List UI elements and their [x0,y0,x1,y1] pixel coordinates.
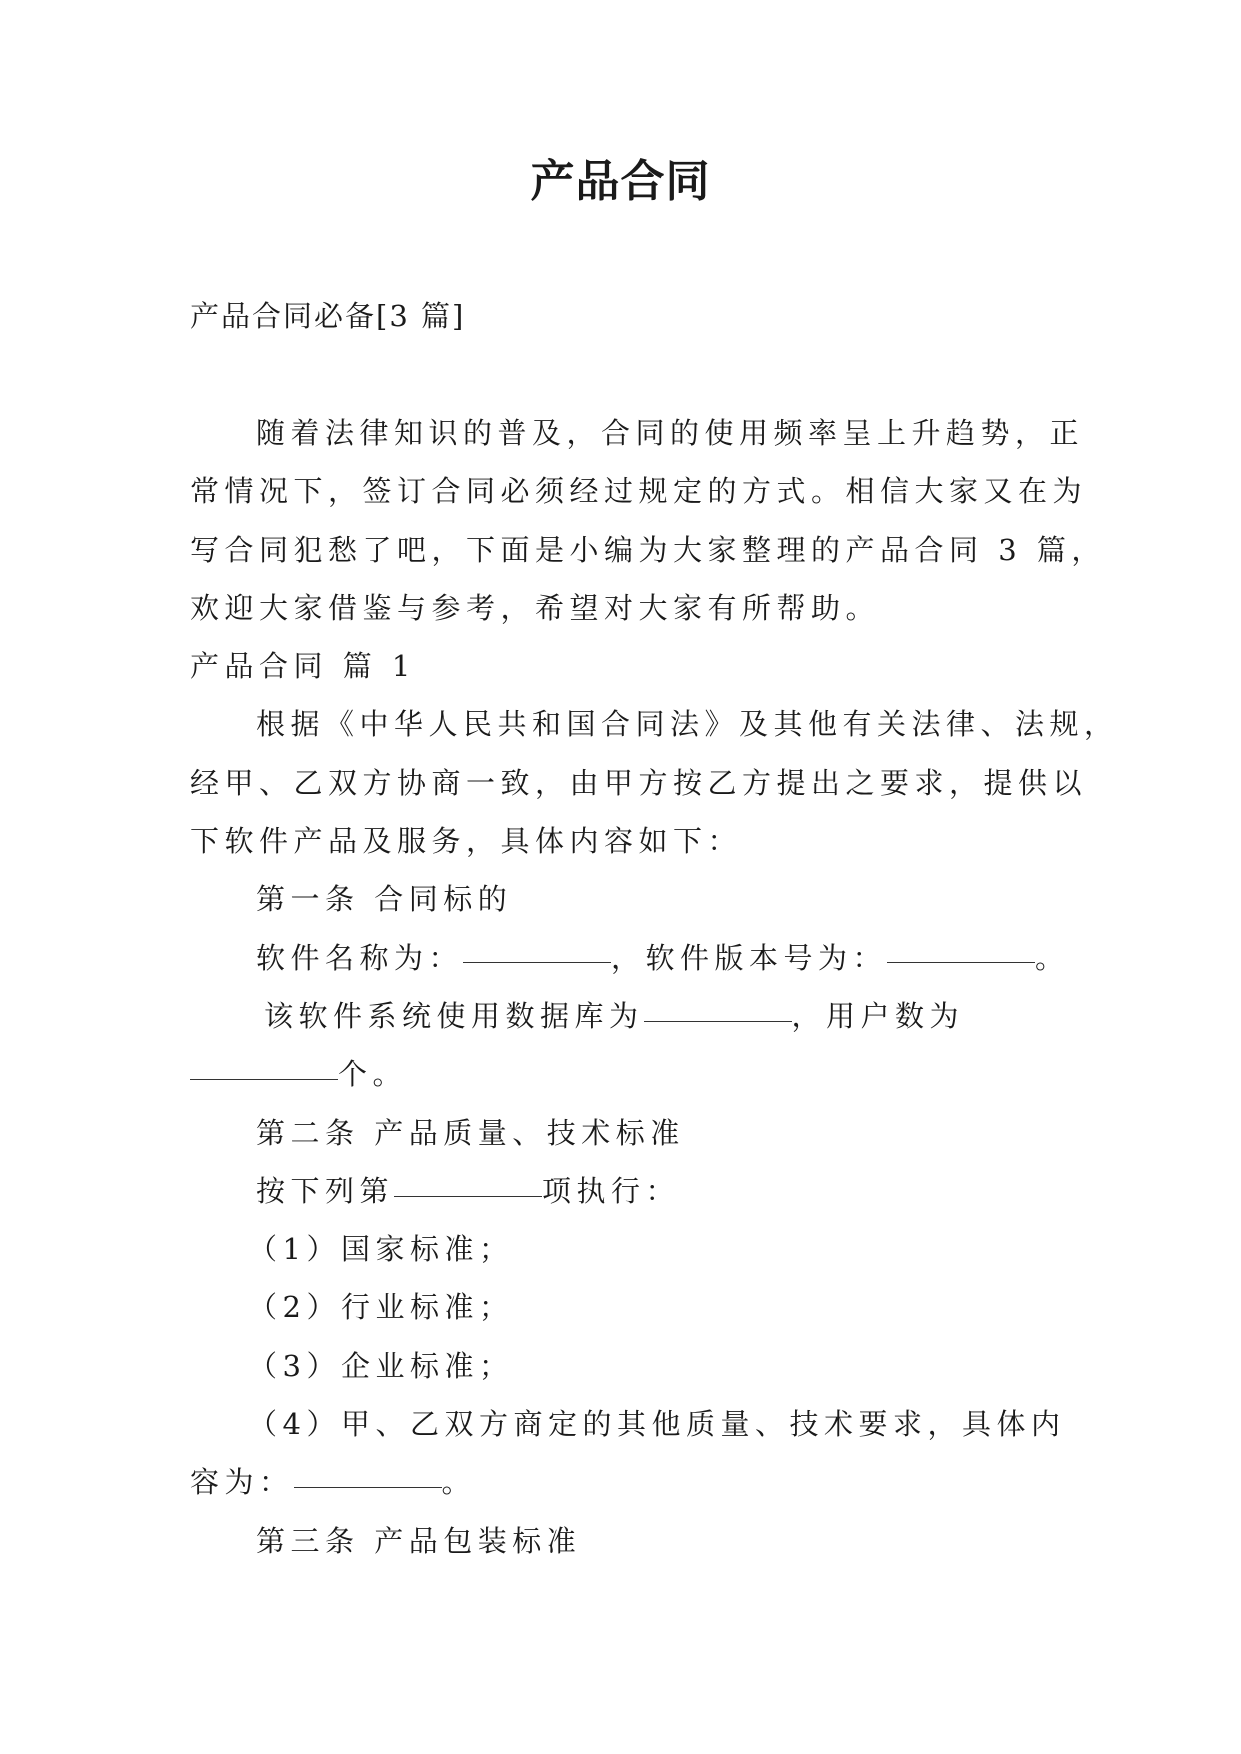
execute-prefix: 按下列第 [256,1173,395,1208]
users-blank[interactable] [190,1078,338,1080]
preamble-line: 根据《中华人民共和国合同法》及其他有关法律、法规， [256,707,1119,742]
intro-line: 常情况下，签订合同必须经过规定的方式。相信大家又在为 [190,474,1088,509]
document-title: 产品合同 [530,156,711,207]
users-line [190,1045,1050,1103]
standard-item: （4）甲、乙双方商定的其他质量、技术要求，具体内 [248,1407,1066,1442]
preamble-line: 下软件产品及服务，具体内容如下： [190,824,743,859]
database-label: 该软件系统使用数据库为 [264,998,644,1033]
users-label: ，用户数为 [791,998,965,1033]
software-line-period: 。 [1035,940,1070,975]
standard-item: （2）行业标准； [248,1290,514,1325]
execute-suffix: 项执行： [542,1173,681,1208]
standard-item: （1）国家标准； [248,1232,514,1267]
article3-heading: 第三条 产品包装标准 [256,1523,582,1558]
intro-line: 随着法律知识的普及，合同的使用频率呈上升趋势，正 [256,416,1085,450]
item4-blank[interactable] [294,1486,442,1488]
item4-prefix: 容为： [190,1465,294,1500]
intro-line: 欢迎大家借鉴与参考，希望对大家有所帮助。 [190,590,881,625]
software-version-blank[interactable] [887,961,1035,963]
item4-continuation [190,1453,1050,1511]
execute-blank[interactable] [394,1195,542,1197]
item4-suffix: 。 [441,1465,477,1500]
document-body [190,404,1119,1570]
document-subtitle: 产品合同必备[3 篇] [190,299,466,333]
software-name-label: 软件名称为： [256,940,464,975]
software-line [190,929,1070,987]
software-name-blank[interactable] [463,961,611,963]
database-line [190,987,1050,1045]
users-suffix: 个。 [338,1057,408,1092]
execute-line [190,1162,1050,1220]
standard-item: （3）企业标准； [248,1348,514,1383]
section-heading: 产品合同 篇 1 [190,649,416,684]
intro-line: 写合同犯愁了吧，下面是小编为大家整理的产品合同 3 篇， [190,532,1106,567]
database-blank[interactable] [644,1020,792,1022]
article2-heading: 第二条 产品质量、技术标准 [256,1115,685,1150]
article1-heading: 第一条 合同标的 [256,882,513,917]
preamble-line: 经甲、乙双方协商一致，由甲方按乙方提出之要求，提供以 [190,765,1088,800]
software-version-label: ，软件版本号为： [611,940,888,975]
